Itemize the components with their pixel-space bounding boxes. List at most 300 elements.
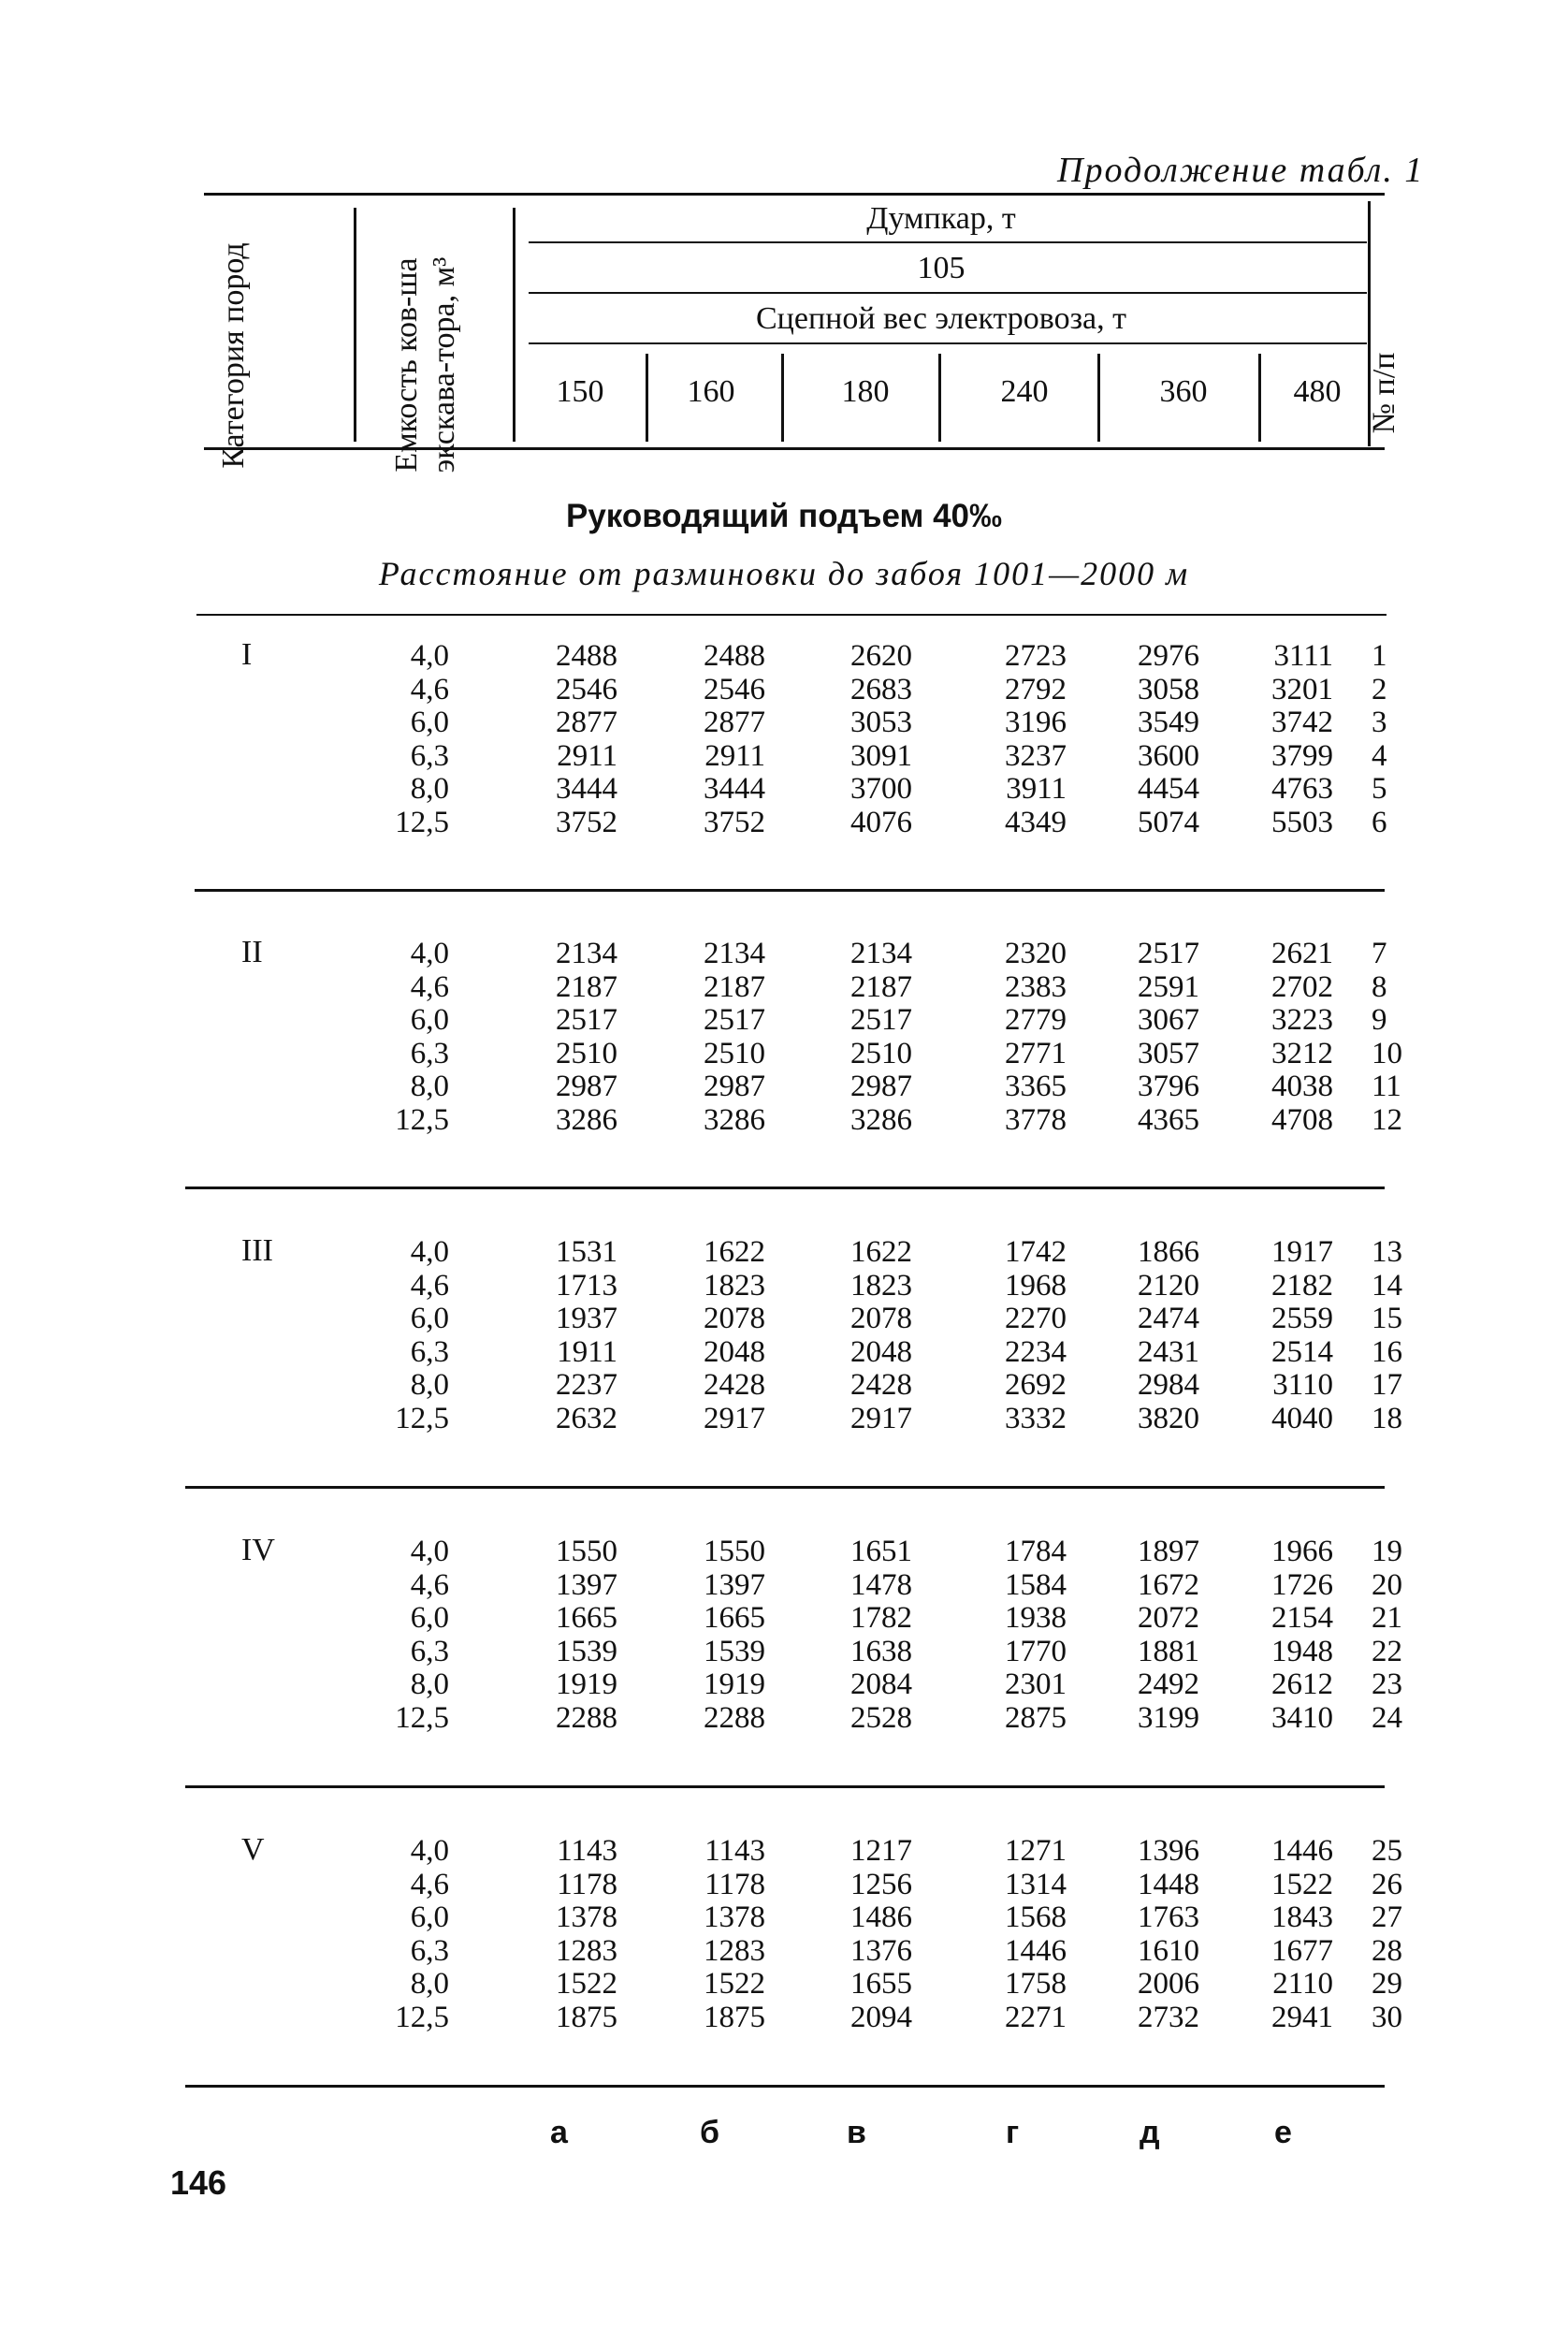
value-cell: 3057	[1138, 1036, 1199, 1070]
value-cell: 2301	[1005, 1667, 1067, 1701]
value-cell: 1271	[1005, 1834, 1067, 1868]
value-cell: 2187	[556, 969, 617, 1004]
value-cell: 2559	[1271, 1302, 1333, 1335]
value-cell: 1881	[1138, 1634, 1199, 1668]
table-row	[0, 1368, 1568, 1402]
header-row-number: № п/п	[1367, 352, 1401, 434]
value-cell: 2987	[850, 1070, 912, 1103]
value-cell: 1875	[704, 2000, 765, 2034]
row-number-cell: 22	[1372, 1634, 1402, 1668]
bucket-capacity-cell: 8,0	[410, 1967, 449, 2001]
section-title: Руководящий подъем 40‰	[565, 498, 1003, 534]
value-cell: 2517	[704, 1003, 765, 1037]
value-cell: 1726	[1271, 1567, 1333, 1602]
row-number-cell: 17	[1372, 1368, 1402, 1402]
value-cell: 2320	[1005, 937, 1067, 970]
value-cell: 1665	[556, 1601, 617, 1635]
header-bottom-rule	[204, 447, 1385, 450]
value-cell: 4763	[1271, 772, 1333, 806]
value-cell: 2182	[1271, 1268, 1333, 1303]
value-cell: 3201	[1271, 672, 1333, 706]
bucket-capacity-cell: 4,6	[410, 969, 449, 1004]
bucket-capacity-cell: 4,0	[410, 639, 449, 673]
row-number-cell: 18	[1372, 1401, 1402, 1435]
value-cell: 2987	[556, 1070, 617, 1103]
value-cell: 2517	[556, 1003, 617, 1037]
bucket-capacity-cell: 6,0	[410, 1003, 449, 1037]
value-cell: 2094	[850, 2000, 912, 2034]
value-cell: 2779	[1005, 1003, 1067, 1037]
value-cell: 1938	[1005, 1601, 1067, 1635]
table-row	[0, 1070, 1568, 1103]
value-cell: 2084	[850, 1667, 912, 1701]
value-cell: 2771	[1005, 1036, 1067, 1070]
value-cell: 2428	[850, 1368, 912, 1402]
continuation-label: Продолжение табл. 1	[1057, 151, 1425, 190]
weight-divider	[1097, 354, 1100, 442]
value-cell: 2702	[1271, 969, 1333, 1004]
table-row	[0, 1868, 1568, 1901]
value-cell: 4454	[1138, 772, 1199, 806]
value-cell: 1919	[556, 1667, 617, 1701]
bucket-capacity-cell: 6,3	[410, 738, 449, 773]
value-cell: 2048	[850, 1334, 912, 1369]
column-letter: а	[550, 2115, 568, 2150]
value-cell: 2514	[1271, 1334, 1333, 1369]
value-cell: 1522	[704, 1967, 765, 2001]
value-cell: 1622	[850, 1235, 912, 1269]
value-cell: 2683	[850, 672, 912, 706]
value-cell: 1550	[556, 1535, 617, 1568]
value-cell: 2792	[1005, 672, 1067, 706]
value-cell: 2078	[850, 1302, 912, 1335]
weight-header: 180	[841, 374, 890, 409]
value-cell: 2528	[850, 1700, 912, 1735]
value-cell: 1713	[556, 1268, 617, 1303]
group-rule	[185, 1486, 1385, 1489]
table-row	[0, 1568, 1568, 1602]
value-cell: 1143	[704, 1834, 765, 1868]
header-rule	[529, 292, 1367, 294]
value-cell: 1446	[1005, 1933, 1067, 1968]
value-cell: 3444	[704, 772, 765, 806]
bucket-capacity-cell: 4,0	[410, 1235, 449, 1269]
header-category: Категория пород	[216, 242, 251, 469]
value-cell: 2474	[1138, 1302, 1199, 1335]
value-cell: 2271	[1005, 2000, 1067, 2034]
table-row	[0, 1834, 1568, 1868]
column-letter: д	[1140, 2115, 1160, 2150]
bucket-capacity-cell: 6,3	[410, 1334, 449, 1369]
table-row	[0, 1402, 1568, 1435]
bucket-capacity-cell: 8,0	[410, 1368, 449, 1402]
header-dumpcar-value: 105	[917, 251, 965, 285]
value-cell: 1584	[1005, 1567, 1067, 1602]
value-cell: 1522	[1271, 1867, 1333, 1901]
value-cell: 2428	[704, 1368, 765, 1402]
value-cell: 2110	[1272, 1967, 1333, 2001]
table-row	[0, 1967, 1568, 2001]
bucket-capacity-cell: 4,6	[410, 1867, 449, 1901]
value-cell: 1742	[1005, 1235, 1067, 1269]
value-cell: 2288	[556, 1700, 617, 1735]
row-number-cell: 19	[1372, 1535, 1402, 1568]
value-cell: 2078	[704, 1302, 765, 1335]
row-number-cell: 14	[1372, 1268, 1402, 1303]
value-cell: 1522	[556, 1967, 617, 2001]
value-cell: 1843	[1271, 1900, 1333, 1934]
row-number-cell: 10	[1372, 1036, 1402, 1070]
header-top-rule	[204, 193, 1385, 196]
value-cell: 2187	[704, 969, 765, 1004]
value-cell: 1446	[1271, 1834, 1333, 1868]
row-number-cell: 20	[1372, 1567, 1402, 1602]
table-row	[0, 739, 1568, 773]
value-cell: 2875	[1005, 1700, 1067, 1735]
value-cell: 2692	[1005, 1368, 1067, 1402]
bucket-capacity-cell: 6,3	[410, 1933, 449, 1968]
table-row	[0, 806, 1568, 839]
category-label: II	[241, 935, 263, 969]
value-cell: 5074	[1138, 805, 1199, 839]
value-cell: 2621	[1271, 937, 1333, 970]
value-cell: 3058	[1138, 672, 1199, 706]
value-cell: 4040	[1271, 1401, 1333, 1435]
value-cell: 3111	[1273, 639, 1333, 673]
value-cell: 1283	[556, 1933, 617, 1968]
value-cell: 2620	[850, 639, 912, 673]
bucket-capacity-cell: 12,5	[395, 1102, 449, 1137]
value-cell: 1397	[704, 1567, 765, 1602]
value-cell: 1531	[556, 1235, 617, 1269]
bucket-capacity-cell: 4,0	[410, 937, 449, 970]
value-cell: 2941	[1271, 2000, 1333, 2034]
value-cell: 2732	[1138, 2000, 1199, 2034]
value-cell: 3196	[1005, 706, 1067, 739]
row-number-cell: 8	[1372, 969, 1387, 1004]
bucket-capacity-cell: 6,0	[410, 706, 449, 739]
table-row	[0, 937, 1568, 970]
bucket-capacity-cell: 12,5	[395, 2000, 449, 2034]
row-number-cell: 3	[1372, 706, 1387, 739]
value-cell: 5503	[1271, 805, 1333, 839]
bucket-capacity-cell: 4,0	[410, 1834, 449, 1868]
value-cell: 2546	[556, 672, 617, 706]
value-cell: 1866	[1138, 1235, 1199, 1269]
weight-divider	[1258, 354, 1261, 442]
row-number-cell: 26	[1372, 1867, 1402, 1901]
row-number-cell: 6	[1372, 805, 1387, 839]
weight-divider	[938, 354, 941, 442]
table-row	[0, 1302, 1568, 1335]
table-row	[0, 1601, 1568, 1635]
value-cell: 1638	[850, 1634, 912, 1668]
value-cell: 1917	[1271, 1235, 1333, 1269]
value-cell: 3911	[1006, 772, 1067, 806]
weight-header: 150	[556, 374, 604, 409]
value-cell: 2134	[704, 937, 765, 970]
value-cell: 3444	[556, 772, 617, 806]
value-cell: 1378	[704, 1900, 765, 1934]
table-row	[0, 639, 1568, 673]
value-cell: 2134	[850, 937, 912, 970]
value-cell: 2877	[556, 706, 617, 739]
table-row	[0, 1335, 1568, 1369]
table-row	[0, 1003, 1568, 1037]
table-row	[0, 1635, 1568, 1668]
value-cell: 3286	[704, 1102, 765, 1137]
value-cell: 3053	[850, 706, 912, 739]
table-row	[0, 1037, 1568, 1070]
bucket-capacity-cell: 8,0	[410, 772, 449, 806]
value-cell: 2270	[1005, 1302, 1067, 1335]
row-number-cell: 27	[1372, 1900, 1402, 1934]
value-cell: 2134	[556, 937, 617, 970]
bucket-capacity-cell: 8,0	[410, 1070, 449, 1103]
value-cell: 2517	[1138, 937, 1199, 970]
value-cell: 1784	[1005, 1535, 1067, 1568]
value-cell: 1178	[704, 1867, 765, 1901]
value-cell: 1770	[1005, 1634, 1067, 1668]
bucket-capacity-cell: 6,0	[410, 1601, 449, 1635]
section-subtitle: Расстояние от разминовки до забоя 1001—2000 м	[378, 555, 1190, 592]
table-row	[0, 970, 1568, 1004]
value-cell: 3091	[850, 738, 912, 773]
header-dumpcar: Думпкар, т	[866, 201, 1016, 236]
value-cell: 2234	[1005, 1334, 1067, 1369]
value-cell: 2510	[556, 1036, 617, 1070]
value-cell: 3199	[1138, 1700, 1199, 1735]
value-cell: 1651	[850, 1535, 912, 1568]
row-number-cell: 11	[1372, 1070, 1401, 1103]
value-cell: 1378	[556, 1900, 617, 1934]
column-letter: в	[847, 2115, 866, 2150]
value-cell: 4076	[850, 805, 912, 839]
category-label: V	[241, 1832, 265, 1867]
row-number-cell: 16	[1372, 1334, 1402, 1369]
weight-divider	[781, 354, 784, 442]
value-cell: 1763	[1138, 1900, 1199, 1934]
bucket-capacity-cell: 4,0	[410, 1535, 449, 1568]
row-number-cell: 1	[1372, 639, 1387, 673]
value-cell: 2612	[1271, 1667, 1333, 1701]
value-cell: 3600	[1138, 738, 1199, 773]
value-cell: 2006	[1138, 1967, 1199, 2001]
category-label: IV	[241, 1533, 275, 1567]
row-number-cell: 23	[1372, 1667, 1402, 1701]
table-row	[0, 1667, 1568, 1701]
value-cell: 3223	[1271, 1003, 1333, 1037]
table-row	[0, 1103, 1568, 1137]
value-cell: 2987	[704, 1070, 765, 1103]
value-cell: 4708	[1271, 1102, 1333, 1137]
table-row	[0, 2001, 1568, 2034]
value-cell: 2120	[1138, 1268, 1199, 1303]
row-number-cell: 12	[1372, 1102, 1402, 1137]
value-cell: 4038	[1271, 1070, 1333, 1103]
page-number: 146	[170, 2163, 227, 2202]
value-cell: 1665	[704, 1601, 765, 1635]
value-cell: 1875	[556, 2000, 617, 2034]
value-cell: 2917	[704, 1401, 765, 1435]
value-cell: 1655	[850, 1967, 912, 2001]
value-cell: 3237	[1005, 738, 1067, 773]
row-number-cell: 25	[1372, 1834, 1402, 1868]
value-cell: 1283	[704, 1933, 765, 1968]
value-cell: 3752	[556, 805, 617, 839]
value-cell: 1448	[1138, 1867, 1199, 1901]
value-cell: 2383	[1005, 969, 1067, 1004]
value-cell: 1550	[704, 1535, 765, 1568]
value-cell: 1937	[556, 1302, 617, 1335]
value-cell: 3549	[1138, 706, 1199, 739]
column-letter: е	[1274, 2115, 1292, 2150]
header-divider	[354, 208, 356, 442]
value-cell: 3752	[704, 805, 765, 839]
weight-header: 360	[1159, 374, 1208, 409]
header-rule	[529, 241, 1367, 243]
value-cell: 2187	[850, 969, 912, 1004]
value-cell: 1539	[704, 1634, 765, 1668]
bucket-capacity-cell: 6,3	[410, 1036, 449, 1070]
table-row	[0, 1900, 1568, 1934]
value-cell: 2431	[1138, 1334, 1199, 1369]
value-cell: 2488	[704, 639, 765, 673]
table-row	[0, 1701, 1568, 1735]
value-cell: 2288	[704, 1700, 765, 1735]
row-number-cell: 24	[1372, 1700, 1402, 1735]
value-cell: 2546	[704, 672, 765, 706]
value-cell: 1568	[1005, 1900, 1067, 1934]
group-rule	[185, 2085, 1385, 2088]
value-cell: 2510	[850, 1036, 912, 1070]
value-cell: 2048	[704, 1334, 765, 1369]
row-number-cell: 30	[1372, 2000, 1402, 2034]
bucket-capacity-cell: 12,5	[395, 1700, 449, 1735]
bucket-capacity-cell: 6,0	[410, 1302, 449, 1335]
value-cell: 3110	[1272, 1368, 1333, 1402]
value-cell: 1823	[704, 1268, 765, 1303]
value-cell: 2723	[1005, 639, 1067, 673]
table-row	[0, 1269, 1568, 1303]
row-number-cell: 15	[1372, 1302, 1402, 1335]
value-cell: 1897	[1138, 1535, 1199, 1568]
header-rule	[529, 342, 1367, 344]
header-loco-weight: Сцепной вес электровоза, т	[755, 301, 1126, 336]
table-row	[0, 706, 1568, 739]
value-cell: 1677	[1271, 1933, 1333, 1968]
value-cell: 1782	[850, 1601, 912, 1635]
value-cell: 4365	[1138, 1102, 1199, 1137]
value-cell: 1143	[557, 1834, 617, 1868]
row-number-cell: 29	[1372, 1967, 1402, 2001]
value-cell: 1178	[557, 1867, 617, 1901]
group-rule	[185, 1785, 1385, 1788]
value-cell: 2072	[1138, 1601, 1199, 1635]
row-number-cell: 4	[1372, 738, 1387, 773]
row-number-cell: 7	[1372, 937, 1387, 970]
value-cell: 1256	[850, 1867, 912, 1901]
column-letter: б	[700, 2115, 720, 2150]
weight-header: 480	[1293, 374, 1342, 409]
value-cell: 3365	[1005, 1070, 1067, 1103]
value-cell: 1911	[557, 1334, 617, 1369]
row-number-cell: 13	[1372, 1235, 1402, 1269]
value-cell: 2591	[1138, 969, 1199, 1004]
value-cell: 1622	[704, 1235, 765, 1269]
bucket-capacity-cell: 8,0	[410, 1667, 449, 1701]
section-rule	[196, 614, 1387, 616]
bucket-capacity-cell: 4,6	[410, 1268, 449, 1303]
bucket-capacity-cell: 12,5	[395, 1401, 449, 1435]
value-cell: 1610	[1138, 1933, 1199, 1968]
row-number-cell: 9	[1372, 1003, 1387, 1037]
row-number-cell: 28	[1372, 1933, 1402, 1968]
table-row	[0, 772, 1568, 806]
value-cell: 3067	[1138, 1003, 1199, 1037]
value-cell: 3796	[1138, 1070, 1199, 1103]
value-cell: 2911	[704, 738, 765, 773]
value-cell: 2632	[556, 1401, 617, 1435]
value-cell: 1966	[1271, 1535, 1333, 1568]
value-cell: 1539	[556, 1634, 617, 1668]
value-cell: 1314	[1005, 1867, 1067, 1901]
value-cell: 1919	[704, 1667, 765, 1701]
value-cell: 1217	[850, 1834, 912, 1868]
value-cell: 3742	[1271, 706, 1333, 739]
header-bucket-capacity: Емкость ков-ша экскава-тора, м³	[389, 256, 461, 473]
value-cell: 1948	[1271, 1634, 1333, 1668]
value-cell: 2488	[556, 639, 617, 673]
value-cell: 2154	[1271, 1601, 1333, 1635]
bucket-capacity-cell: 6,0	[410, 1900, 449, 1934]
row-number-cell: 2	[1372, 672, 1387, 706]
group-rule	[195, 889, 1385, 892]
bucket-capacity-cell: 4,6	[410, 1567, 449, 1602]
table-row	[0, 1934, 1568, 1968]
value-cell: 2510	[704, 1036, 765, 1070]
value-cell: 2917	[850, 1401, 912, 1435]
row-number-cell: 5	[1372, 772, 1387, 806]
value-cell: 2976	[1138, 639, 1199, 673]
category-label: I	[241, 637, 253, 672]
value-cell: 1376	[850, 1933, 912, 1968]
value-cell: 3700	[850, 772, 912, 806]
value-cell: 4349	[1005, 805, 1067, 839]
value-cell: 2517	[850, 1003, 912, 1037]
value-cell: 1486	[850, 1900, 912, 1934]
value-cell: 3820	[1138, 1401, 1199, 1435]
value-cell: 1478	[850, 1567, 912, 1602]
row-number-cell: 21	[1372, 1601, 1402, 1635]
value-cell: 1672	[1138, 1567, 1199, 1602]
table-row	[0, 1535, 1568, 1568]
weight-header: 240	[1000, 374, 1049, 409]
value-cell: 1823	[850, 1268, 912, 1303]
table-row	[0, 1235, 1568, 1269]
value-cell: 2911	[557, 738, 617, 773]
bucket-capacity-cell: 12,5	[395, 805, 449, 839]
value-cell: 3286	[556, 1102, 617, 1137]
column-letter: г	[1006, 2115, 1020, 2150]
bucket-capacity-cell: 4,6	[410, 672, 449, 706]
value-cell: 1968	[1005, 1268, 1067, 1303]
value-cell: 2237	[556, 1368, 617, 1402]
category-label: III	[241, 1233, 273, 1268]
value-cell: 3410	[1271, 1700, 1333, 1735]
weight-divider	[646, 354, 648, 442]
value-cell: 3332	[1005, 1401, 1067, 1435]
